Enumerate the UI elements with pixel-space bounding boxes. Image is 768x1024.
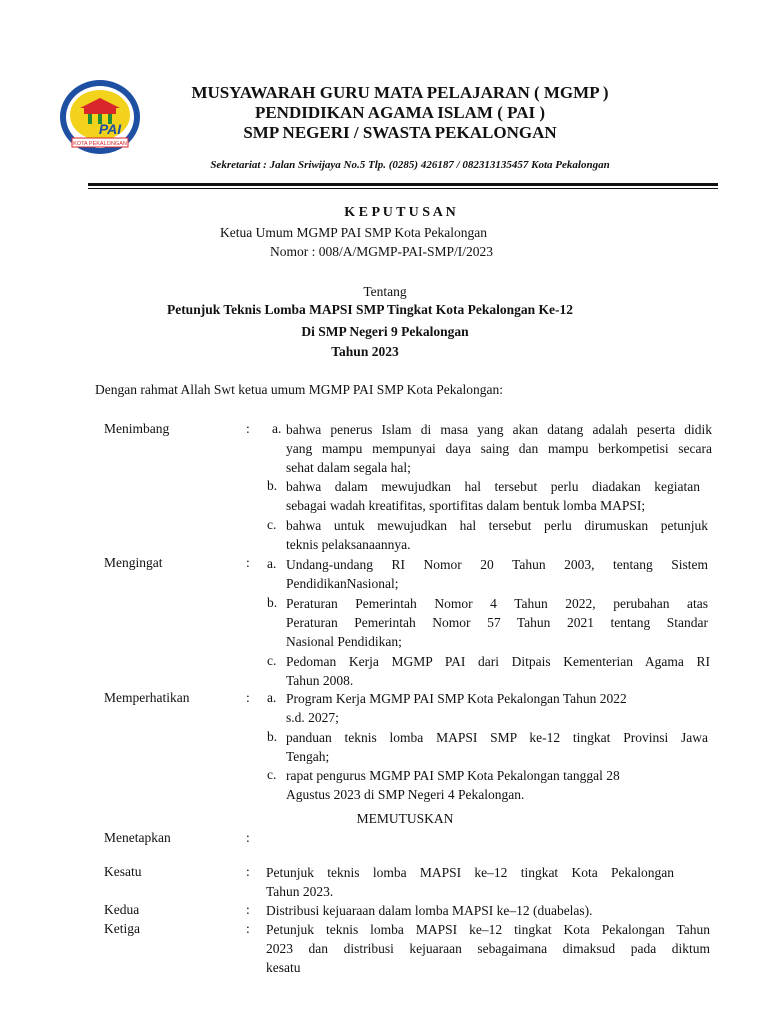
decree-number: Nomor : 008/A/MGMP-PAI-SMP/I/2023: [270, 244, 494, 259]
text-line: Tahun 2008.: [286, 673, 354, 688]
text-line: sebagai wadah kreatifitas, sportifitas dalam bentuk lomba MAPSI;: [286, 498, 646, 513]
text-line: s.d. 2027;: [286, 710, 339, 725]
menimbang-item-b: [286, 477, 700, 515]
text-line: 2023 dan distribusi kejuaraan sebagaimana dimaksud pada diktum: [266, 941, 710, 956]
opening-statement: Dengan rahmat Allah Swt ketua umum MGMP PAI SMP Kota Pekalongan:: [95, 382, 503, 397]
text-line: bahwa penerus Islam di masa yang akan datang adalah peserta didik: [286, 422, 712, 437]
header-title-line2: PENDIDIKAN AGAMA ISLAM ( PAI ): [254, 103, 546, 122]
decree-subject-line3: Tahun 2023: [331, 344, 399, 359]
memperhatikan-b-marker: b.: [267, 729, 278, 744]
decree-subject-line1: Petunjuk Teknis Lomba MAPSI SMP Tingkat Kota Pekalongan Ke-12: [166, 302, 574, 317]
mengingat-c-marker: c.: [267, 653, 277, 668]
mengingat-item-a: [286, 555, 708, 593]
kesatu-colon: :: [246, 864, 250, 879]
menimbang-label: Menimbang: [104, 421, 170, 436]
mengingat-b-marker: b.: [267, 595, 278, 610]
text-line: teknis pelaksanaannya.: [286, 537, 411, 552]
mengingat-item-b: [286, 594, 708, 651]
decree-title: K E P U T U S A N: [344, 205, 456, 220]
menetapkan-colon: :: [246, 830, 250, 845]
ketiga-label: Ketiga: [104, 921, 140, 936]
text-line: Tahun 2023.: [266, 884, 334, 899]
memperhatikan-item-c: [286, 766, 686, 804]
mengingat-item-c: [286, 652, 710, 690]
text-line: Undang-undang RI Nomor 20 Tahun 2003, tentang Sistem: [286, 557, 708, 572]
text-line: Nasional Pendidikan;: [286, 634, 402, 649]
memperhatikan-colon: :: [246, 690, 250, 705]
decree-about: Tentang: [363, 284, 407, 299]
text-line: yang mampu mempunyai daya saing dan mampu berkompetisi secara: [286, 441, 712, 456]
kedua-colon: :: [246, 902, 250, 917]
text-line: rapat pengurus MGMP PAI SMP Kota Pekalongan tanggal 28: [286, 768, 620, 783]
text-line: kesatu: [266, 960, 301, 975]
text-line: Petunjuk teknis lomba MAPSI ke–12 tingkat Kota Pekalongan: [266, 865, 674, 880]
text-line: Distribusi kejuaraan dalam lomba MAPSI ke–12 (duabelas).: [266, 903, 593, 918]
header-rule-thin: [88, 188, 718, 189]
text-line: panduan teknis lomba MAPSI SMP ke-12 tingkat Provinsi Jawa: [286, 730, 708, 745]
ketiga-colon: :: [246, 921, 250, 936]
menimbang-b-marker: b.: [267, 478, 278, 493]
memperhatikan-a-marker: a.: [267, 690, 277, 705]
mengingat-colon: :: [246, 555, 250, 570]
text-line: Agustus 2023 di SMP Negeri 4 Pekalongan.: [286, 787, 525, 802]
mengingat-a-marker: a.: [267, 556, 277, 571]
svg-text:PAI: PAI: [98, 121, 122, 137]
text-line: bahwa untuk mewujudkan hal tersebut perlu dirumuskan petunjuk: [286, 518, 708, 533]
menimbang-colon: :: [246, 421, 250, 436]
header-title-line1: MUSYAWARAH GURU MATA PELAJARAN ( MGMP ): [191, 83, 609, 102]
mengingat-label: Mengingat: [104, 555, 163, 570]
memperhatikan-c-marker: c.: [267, 767, 277, 782]
text-line: Peraturan Pemerintah Nomor 57 Tahun 2021 tentang Standar: [286, 615, 708, 630]
secretariat-address: Sekretariat : Jalan Sriwijaya No.5 Tlp. (0285) 426187 / 082313135457 Kota Pekalongan: [210, 159, 610, 171]
text-line: Petunjuk teknis lomba MAPSI ke–12 tingkat Kota Pekalongan Tahun: [266, 922, 710, 937]
menetapkan-label: Menetapkan: [104, 830, 171, 845]
decree-issuer: Ketua Umum MGMP PAI SMP Kota Pekalongan: [220, 225, 488, 240]
kesatu-text: [266, 863, 674, 901]
memperhatikan-item-b: [286, 728, 708, 766]
memutuskan-heading: MEMUTUSKAN: [356, 811, 454, 826]
decree-subject-line2: Di SMP Negeri 9 Pekalongan: [301, 324, 469, 339]
menimbang-c-marker: c.: [267, 517, 277, 532]
text-line: Tengah;: [286, 749, 330, 764]
header-title-line3: SMP NEGERI / SWASTA PEKALONGAN: [243, 123, 557, 142]
ketiga-text: [266, 920, 710, 977]
text-line: bahwa dalam mewujudkan hal tersebut perlu diadakan kegiatan: [286, 479, 700, 494]
kedua-label: Kedua: [104, 902, 140, 917]
header-rule-thick: [88, 183, 718, 186]
text-line: Peraturan Pemerintah Nomor 4 Tahun 2022, perubahan atas: [286, 596, 708, 611]
menimbang-a-marker: a.: [272, 421, 282, 436]
kedua-text: [266, 901, 686, 920]
kesatu-label: Kesatu: [104, 864, 142, 879]
mgmp-pai-logo: [58, 78, 142, 156]
svg-text:KOTA PEKALONGAN: KOTA PEKALONGAN: [73, 141, 127, 147]
text-line: Pedoman Kerja MGMP PAI dari Ditpais Kementerian Agama RI: [286, 654, 710, 669]
text-line: PendidikanNasional;: [286, 576, 399, 591]
memperhatikan-label: Memperhatikan: [104, 690, 190, 705]
menimbang-item-a: [286, 420, 712, 477]
text-line: Program Kerja MGMP PAI SMP Kota Pekalongan Tahun 2022: [286, 691, 627, 706]
memperhatikan-item-a: [286, 689, 686, 727]
text-line: sehat dalam segala hal;: [286, 460, 411, 475]
menimbang-item-c: [286, 516, 708, 554]
